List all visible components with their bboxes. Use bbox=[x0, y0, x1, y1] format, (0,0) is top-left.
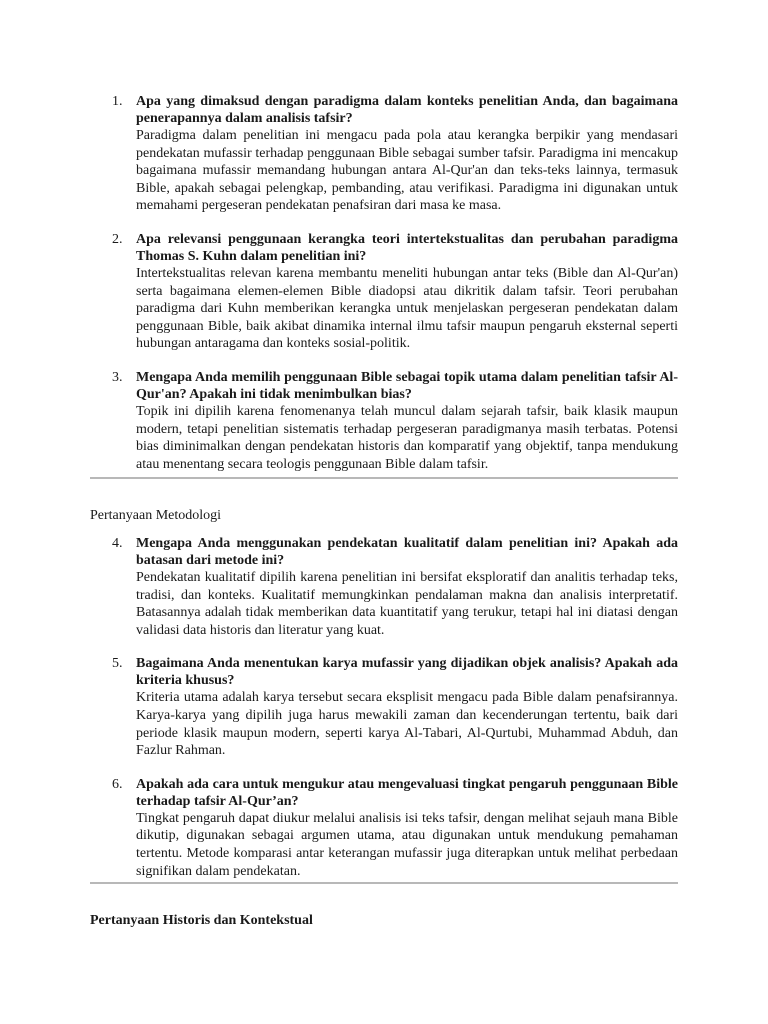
list-item bbox=[90, 776, 678, 880]
horizontal-divider bbox=[90, 882, 678, 884]
answer-text: Tingkat pengaruh dapat diukur melalui analisis isi teks tafsir, dengan melihat sejauh mana Bible dikutip, digunakan sebagai argumen utama, atau digunakan untuk mendukung pemahaman tertentu. Metode komparasi antar keterangan mufassir juga diterapkan untuk melihat perbedaan signifikan dalam pendekatan. bbox=[136, 810, 678, 879]
item-number: 6. bbox=[112, 776, 123, 792]
answer-text: Paradigma dalam penelitian ini mengacu pada pola atau kerangka berpikir yang mendasari pendekatan mufassir terhadap penggunaan Bible sebagai sumber tafsir. Paradigma ini mencakup bagaimana mufassir memandang hubungan antara Al-Qur'an dan teks-teks lainnya, termasuk Bible, apakah sebagai pelengkap, pembanding, atau verifikasi. Paradigma ini digunakan untuk memahami pergeseran pendekatan penafsiran dari masa ke masa. bbox=[136, 128, 678, 214]
list-item bbox=[90, 655, 678, 759]
answer-text: Topik ini dipilih karena fenomenanya telah muncul dalam sejarah tafsir, baik klasik maupun modern, tetapi penelitian sistematis terhadap pergeseran paradigmanya masih terbatas. Potensi bias diminimalkan dengan pendekatan historis dan komparatif yang objektif, tanpa mendukung atau menentang secara teologis penggunaan Bible dalam tafsir. bbox=[136, 403, 678, 472]
answer-text: Kriteria utama adalah karya tersebut secara eksplisit mengacu pada Bible dalam penafsirannya. Karya-karya yang dipilih juga harus mewakili zaman dan kecenderungan tertentu, baik dari periode klasik maupun modern, seperti karya Al-Tabari, Al-Qurtubi, Muhammad Abduh, dan Fazlur Rahman. bbox=[136, 690, 678, 759]
list-item bbox=[90, 93, 678, 215]
item-number: 1. bbox=[112, 94, 123, 109]
answer-text: Pendekatan kualitatif dipilih karena penelitian ini bersifat eksploratif dan analitis terhadap teks, tradisi, dan konteks. Kualitatif memungkinkan pendalaman makna dan analisis interpretatif. Batasannya adalah tidak memberikan data kuantitatif yang terukur, tetapi hal ini diatasi dengan validasi data historis dan literatur yang kuat. bbox=[136, 570, 678, 638]
item-number: 4. bbox=[112, 536, 123, 551]
horizontal-divider bbox=[90, 477, 678, 479]
section-heading-metodologi: Pertanyaan Metodologi bbox=[90, 508, 222, 523]
list-item bbox=[90, 535, 678, 639]
question-text: Mengapa Anda menggunakan pendekatan kualitatif dalam penelitian ini? Apakah ada batasan dari metode ini? bbox=[136, 536, 678, 568]
question-text: Mengapa Anda memilih penggunaan Bible sebagai topik utama dalam penelitian tafsir Al-Qur'an? Apakah ini tidak menimbulkan bias? bbox=[136, 369, 678, 402]
question-list-1 bbox=[90, 93, 678, 473]
question-text: Bagaimana Anda menentukan karya mufassir yang dijadikan objek analisis? Apakah ada kriteria khusus? bbox=[136, 656, 678, 689]
question-text: Apa yang dimaksud dengan paradigma dalam konteks penelitian Anda, dan bagaimana penerapannya dalam analisis tafsir? bbox=[136, 94, 678, 126]
question-text: Apakah ada cara untuk mengukur atau mengevaluasi tingkat pengaruh penggunaan Bible terhadap tafsir Al-Qur’an? bbox=[136, 776, 678, 809]
question-text: Apa relevansi penggunaan kerangka teori intertekstualitas dan perubahan paradigma Thomas S. Kuhn dalam penelitian ini? bbox=[136, 231, 678, 264]
list-item bbox=[90, 369, 678, 473]
section-heading-historis: Pertanyaan Historis dan Kontekstual bbox=[90, 913, 313, 928]
answer-text: Intertekstualitas relevan karena membantu meneliti hubungan antar teks (Bible dan Al-Qur'an) serta bagaimana elemen-elemen Bible diadopsi atau dikritik dalam tafsir. Teori perubahan paradigma dari Kuhn memberikan kerangka untuk menjelaskan pergeseran pendekatan dalam penggunaan Bible, baik akibat dinamika internal ilmu tafsir maupun pengaruh eksternal seperti hubungan antaragama dan konteks sosial-politik. bbox=[136, 265, 678, 352]
item-number: 5. bbox=[112, 656, 123, 672]
item-number: 3. bbox=[112, 369, 123, 385]
question-list-2 bbox=[90, 535, 678, 880]
item-number: 2. bbox=[112, 231, 123, 247]
list-item bbox=[90, 231, 678, 353]
